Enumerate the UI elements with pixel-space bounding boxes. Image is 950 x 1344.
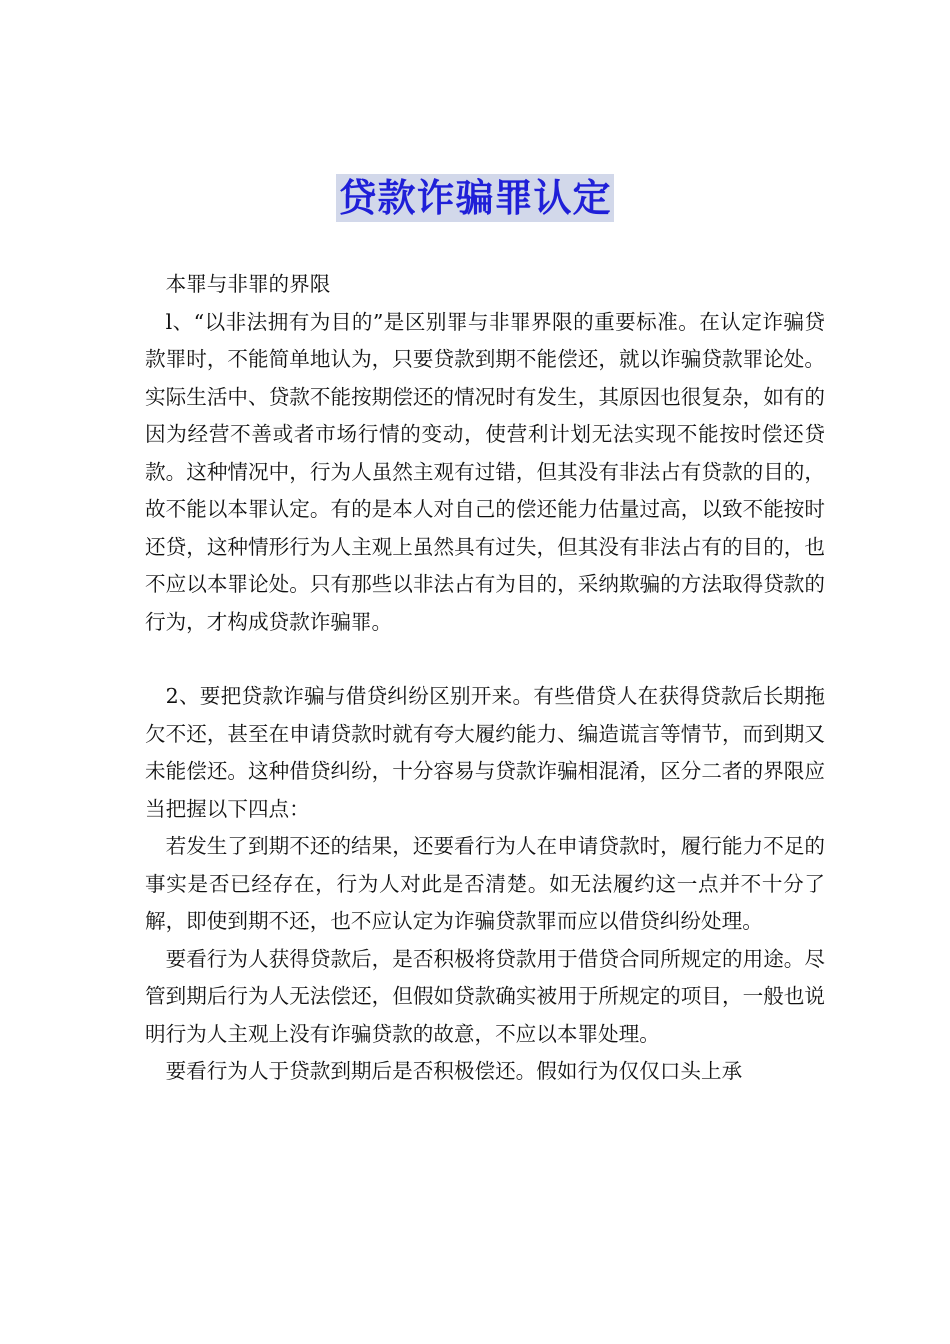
section-heading: 本罪与非罪的界限 bbox=[165, 272, 331, 296]
paragraph-gap bbox=[145, 641, 825, 678]
paragraph-2: 2、要把贷款诈骗与借贷纠纷区别开来。有些借贷人在获得贷款后长期拖欠不还，甚至在申请贷款时就有夸大履约能力、编造谎言等情节，而到期又未能偿还。这种借贷纠纷，十分容易与贷款诈骗相混淆，区分二者的界限应当把握以下四点： bbox=[145, 684, 825, 821]
document-body bbox=[145, 266, 825, 1091]
title-container bbox=[0, 174, 950, 222]
paragraph-point-2: 要看行为人获得贷款后，是否积极将贷款用于借贷合同所规定的用途。尽管到期后行为人无法偿还，但假如贷款确实被用于所规定的项目，一般也说明行为人主观上没有诈骗贷款的故意，不应以本罪处理。 bbox=[145, 946, 825, 1046]
document-title: 贷款诈骗罪认定 bbox=[338, 176, 612, 220]
paragraph-point-3: 要看行为人于贷款到期后是否积极偿还。假如行为仅仅口头上承 bbox=[165, 1059, 743, 1083]
paragraph-point-1: 若发生了到期不还的结果，还要看行为人在申请贷款时，履行能力不足的事实是否已经存在，行为人对此是否清楚。如无法履约这一点并不十分了解，即使到期不还，也不应认定为诈骗贷款罪而应以借贷纠纷处理。 bbox=[145, 834, 825, 933]
paragraph-1: l、“以非法拥有为目的”是区别罪与非罪界限的重要标准。在认定诈骗贷款罪时，不能简单地认为，只要贷款到期不能偿还，就以诈骗贷款罪论处。实际生活中、贷款不能按期偿还的情况时有发生，其原因也很复杂，如有的因为经营不善或者市场行情的变动，使营利计划无法实现不能按时偿还贷款。这种情况中，行为人虽然主观有过错，但其没有非法占有贷款的目的，故不能以本罪认定。有的是本人对自己的偿还能力估量过高，以致不能按时还贷，这种情形行为人主观上虽然具有过失，但其没有非法占有的目的，也不应以本罪论处。只有那些以非法占有为目的，采纳欺骗的方法取得贷款的行为，才构成贷款诈骗罪。 bbox=[145, 309, 825, 634]
